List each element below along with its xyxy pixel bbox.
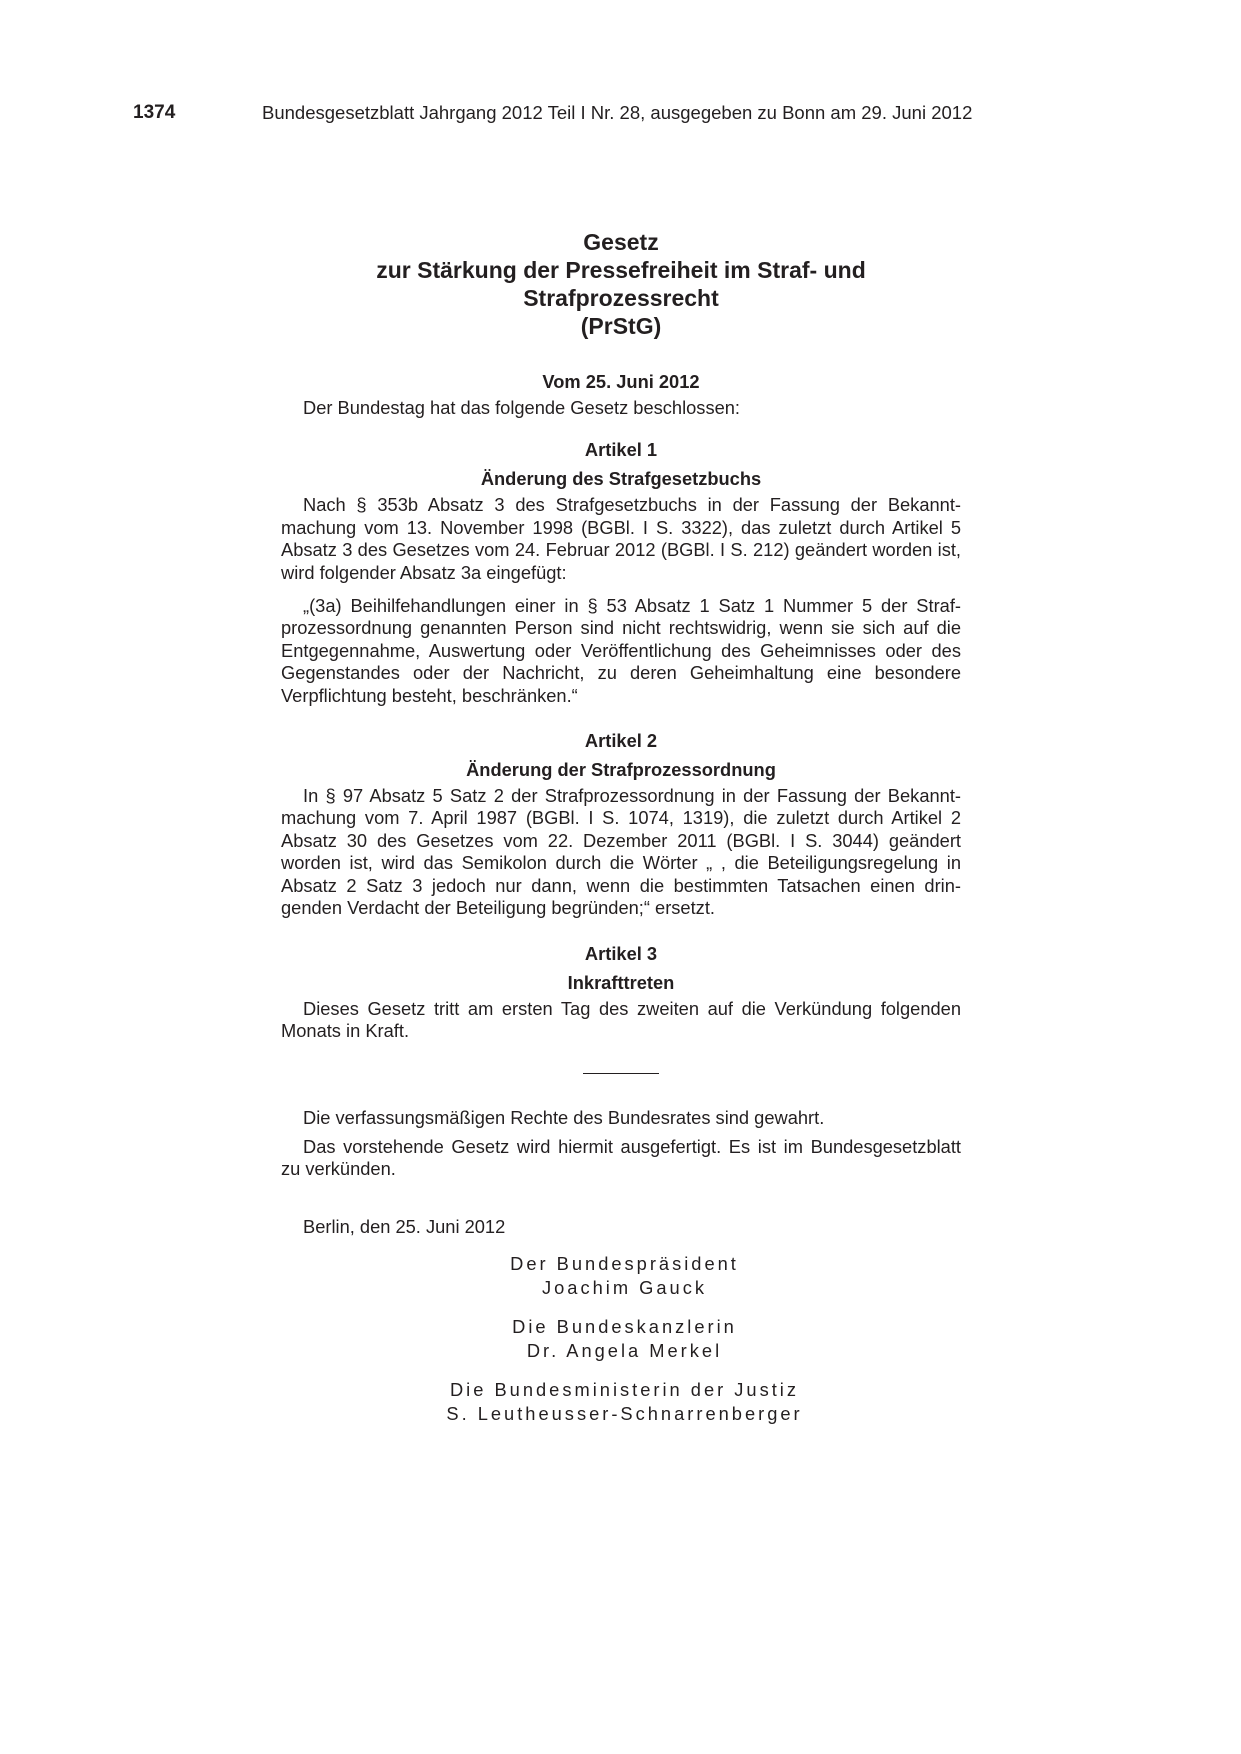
article-1-paragraph-1: Nach § 353b Absatz 3 des Strafgesetzbuchs in der Fassung der Bekanntmachung vom 13. November 1998 (BGBl. I S. 3322), das zuletzt durch Artikel 5 Absatz 3 des Gesetzes vom 24. Februar 2012 (BGBl. I S. 212) geändert worden ist, wird folgender Absatz 3a eingefügt: <box>281 494 961 583</box>
article-1-title: Änderung des Strafgesetzbuchs <box>480 468 762 490</box>
article-3-number: Artikel 3 <box>584 942 658 964</box>
article-3-title: Inkrafttreten <box>567 971 675 993</box>
page-number: 1374 <box>133 102 176 123</box>
signature-office: Der Bundespräsident <box>510 1252 739 1274</box>
article-2-number: Artikel 2 <box>584 730 658 752</box>
separator-rule <box>583 1073 659 1074</box>
article-3-paragraph-1: Dieses Gesetz tritt am ersten Tag des zweiten auf die Verkündung folgenden Monats in Kraft. <box>281 997 961 1041</box>
article-2-title: Änderung der Strafprozessordnung <box>466 759 776 781</box>
signature-office: Die Bundeskanzlerin <box>512 1315 737 1337</box>
signature-chancellor <box>288 1315 961 1363</box>
article-1-paragraph-2: „(3a) Beihilfehandlungen einer in § 53 Absatz 1 Satz 1 Nummer 5 der Strafprozessordnung genannten Person sind nicht rechtswidrig, wenn sie sich auf die Entgegennahme, Auswertung oder Veröffentlichung des Geheimnisses oder des Gegenstandes oder der Nachricht, zu deren Geheimhaltung eine besondere Verpflichtung besteht, beschränken.“ <box>281 595 961 706</box>
article-2-paragraph-1: In § 97 Absatz 5 Satz 2 der Strafprozessordnung in der Fassung der Bekanntmachung vom 7. April 1987 (BGBl. I S. 1074, 1319), die zuletzt durch Artikel 2 Absatz 30 des Gesetzes vom 22. Dezember 2011 (BGBl. I S. 3044) geändert worden ist, wird das Semikolon durch die Wörter „ , die Beteiligungsregelung in Absatz 2 Satz 3 jedoch nur dann, wenn die bestimmten Tatsachen einen dringenden Verdacht der Beteiligung begründen;“ ersetzt. <box>281 785 961 919</box>
intro-paragraph: Der Bundestag hat das folgende Gesetz beschlossen: <box>303 397 741 418</box>
law-title <box>281 228 961 340</box>
closing-promulgation: Das vorstehende Gesetz wird hiermit ausgefertigt. Es ist im Bundesgesetzblatt zu verkünden. <box>281 1135 961 1180</box>
article-1-number: Artikel 1 <box>584 439 658 461</box>
place-date: Berlin, den 25. Juni 2012 <box>303 1215 506 1237</box>
running-head: Bundesgesetzblatt Jahrgang 2012 Teil I Nr. 28, ausgegeben zu Bonn am 29. Juni 2012 <box>262 102 973 123</box>
law-title-line-1: Gesetz <box>583 229 659 255</box>
signature-office: Die Bundesministerin der Justiz <box>449 1378 800 1400</box>
signature-name: Dr. Angela Merkel <box>526 1339 723 1361</box>
closing-rights: Die verfassungsmäßigen Rechte des Bundesrates sind gewahrt. <box>303 1107 825 1129</box>
law-title-line-2: zur Stärkung der Pressefreiheit im Straf- und Strafprozessrecht <box>376 257 866 311</box>
signature-name: S. Leutheusser-Schnarrenberger <box>446 1402 803 1424</box>
signature-block <box>288 1252 961 1426</box>
law-title-line-3: (PrStG) <box>580 313 662 339</box>
signature-justice-minister <box>288 1378 961 1426</box>
signature-president <box>288 1252 961 1300</box>
document-body <box>281 228 961 1441</box>
law-date: Vom 25. Juni 2012 <box>542 371 700 392</box>
signature-name: Joachim Gauck <box>542 1276 707 1298</box>
